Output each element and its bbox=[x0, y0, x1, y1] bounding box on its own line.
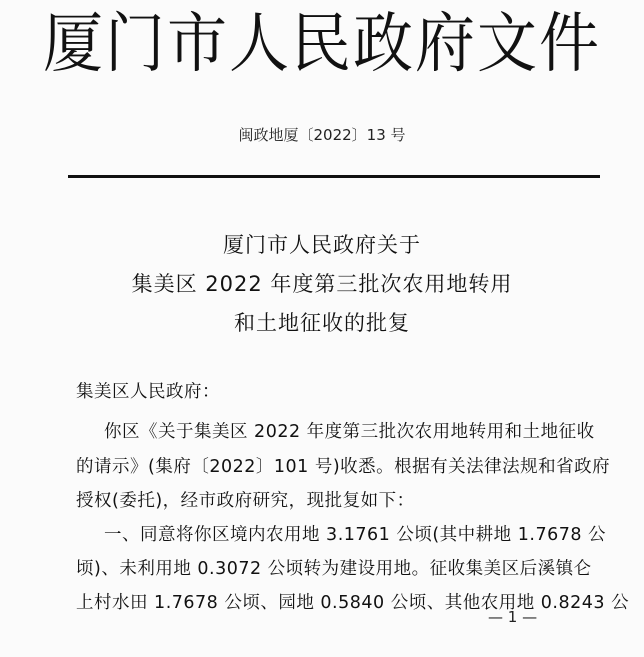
body-line: 授权(委托)，经市政府研究，现批复如下： bbox=[76, 491, 415, 511]
body-line: 顷)、未利用地 0.3072 公顷转为建设用地。征收集美区后溪镇仑 bbox=[76, 559, 592, 579]
title-line-3: 和土地征收的批复 bbox=[234, 311, 410, 335]
document-number: 闽政地厦〔2022〕13 号 bbox=[238, 126, 406, 144]
header-divider bbox=[68, 175, 600, 178]
page-number: — 1 — bbox=[488, 608, 538, 626]
title-line-2: 集美区 2022 年度第三批次农用地转用 bbox=[131, 272, 513, 296]
body-line: 的请示》(集府〔2022〕101 号)收悉。根据有关法律法规和省政府 bbox=[76, 457, 611, 477]
body-line: 一、同意将你区境内农用地 3.1761 公顷(其中耕地 1.7678 公 bbox=[104, 525, 607, 545]
document-header-title: 厦门市人民政府文件 bbox=[43, 6, 601, 82]
body-line: 你区《关于集美区 2022 年度第三批次农用地转用和土地征收 bbox=[104, 422, 595, 442]
addressee: 集美区人民政府： bbox=[76, 382, 220, 402]
body-line: 上村水田 1.7678 公顷、园地 0.5840 公顷、其他农用地 0.8243 公 bbox=[76, 593, 630, 613]
title-line-1: 厦门市人民政府关于 bbox=[223, 233, 421, 257]
